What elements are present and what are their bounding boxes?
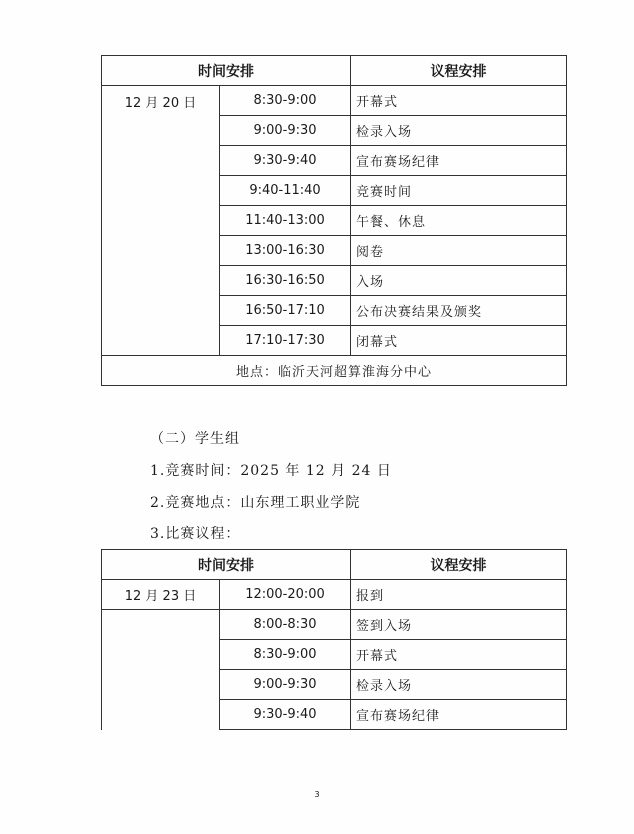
agenda-cell: 宣布赛场纪律 <box>351 146 567 176</box>
section-heading: （二）学生组 <box>150 431 240 447</box>
time-cell: 9:40-11:40 <box>220 176 351 206</box>
location-cell: 地点：临沂天河超算淮海分中心 <box>102 356 567 386</box>
table-row <box>102 580 567 610</box>
time-cell: 17:10-17:30 <box>220 326 351 356</box>
agenda-cell: 竞赛时间 <box>351 176 567 206</box>
location-row <box>102 356 567 386</box>
schedule-table-student <box>101 549 567 730</box>
time-cell: 9:30-9:40 <box>220 146 351 176</box>
time-cell: 9:00-9:30 <box>220 670 351 700</box>
agenda-cell: 公布决赛结果及颁奖 <box>351 296 567 326</box>
time-cell: 9:00-9:30 <box>220 116 351 146</box>
time-cell: 8:30-9:00 <box>220 640 351 670</box>
time-cell: 11:40-13:00 <box>220 206 351 236</box>
table-row <box>102 86 567 116</box>
time-cell: 8:00-8:30 <box>220 610 351 640</box>
time-cell: 16:50-17:10 <box>220 296 351 326</box>
table-header-row <box>102 550 567 580</box>
header-time: 时间安排 <box>102 550 351 580</box>
table-header-row <box>102 56 567 86</box>
competition-time-line: 1.竞赛时间：2025 年 12 月 24 日 <box>150 463 392 479</box>
time-cell: 12:00-20:00 <box>220 580 351 610</box>
header-agenda: 议程安排 <box>351 56 567 86</box>
page-number: 3 <box>314 790 320 799</box>
agenda-intro-line: 3.比赛议程： <box>150 526 241 542</box>
agenda-cell: 宣布赛场纪律 <box>351 700 567 730</box>
agenda-cell: 报到 <box>351 580 567 610</box>
schedule-table-teacher <box>101 55 567 386</box>
agenda-cell: 入场 <box>351 266 567 296</box>
agenda-cell: 闭幕式 <box>351 326 567 356</box>
agenda-cell: 检录入场 <box>351 670 567 700</box>
agenda-cell: 开幕式 <box>351 640 567 670</box>
time-cell: 8:30-9:00 <box>220 86 351 116</box>
time-cell: 9:30-9:40 <box>220 700 351 730</box>
date-cell: 12 月 20 日 <box>102 86 220 356</box>
date-cell: 12 月 23 日 <box>102 580 220 610</box>
header-agenda: 议程安排 <box>351 550 567 580</box>
header-time: 时间安排 <box>102 56 351 86</box>
time-cell: 16:30-16:50 <box>220 266 351 296</box>
agenda-cell: 阅卷 <box>351 236 567 266</box>
date-cell-empty <box>102 610 220 730</box>
competition-venue-line: 2.竞赛地点：山东理工职业学院 <box>150 495 361 511</box>
agenda-cell: 午餐、休息 <box>351 206 567 236</box>
agenda-cell: 开幕式 <box>351 86 567 116</box>
time-cell: 13:00-16:30 <box>220 236 351 266</box>
table-row <box>102 610 567 640</box>
agenda-cell: 检录入场 <box>351 116 567 146</box>
agenda-cell: 签到入场 <box>351 610 567 640</box>
